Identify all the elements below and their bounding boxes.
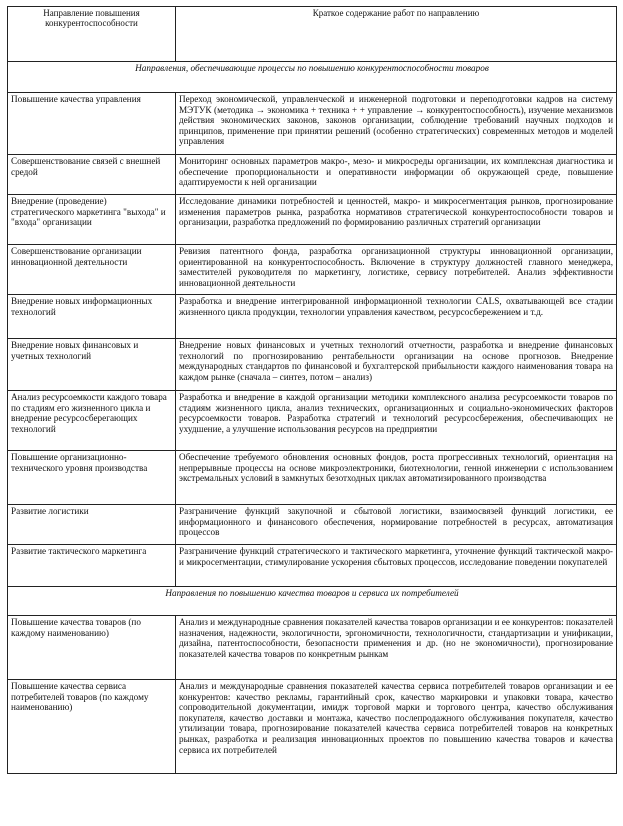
row-content: Разграничение функций закупочной и сбытовой логистики, взаимосвязей функций логистики, ее информационного и финансового обеспечения, нормирование потребностей в ресурсах, автоматизация процессов <box>176 505 617 545</box>
row-direction: Внедрение новых информационных технологий <box>8 295 176 339</box>
row-content: Переход экономической, управленческой и инженерной подготовки и переподготовки кадров на систему МЭТУК (методика → экономика + техника + + управление → конкурентоспособность), изучение механизмов действия экономических законов, законов организации, соблюдение требований научных подходов и принципов, применение при принятии решений (особенно стратегических) современных методов и моделей управления <box>176 93 617 155</box>
section-title: Направления по повышению качества товаров и сервиса их потребителей <box>8 587 617 616</box>
row-content: Анализ и международные сравнения показателей качества сервиса потребителей товаров организации и ее конкурентов: качество рекламы, гарантийный срок, качество маркировки и упаковки товара, качество сопроводительной документации, имидж торговой марки и торгового центра, качество обслуживания покупателя, качество доставки и монтажа, качество послепродажного обслуживания покупателя, качество утилизации товара, прогнозирование показателей качества сервиса потребителей товаров на конкретных рынках, разработка и реализация инновационных проектов по повышению качества товаров и качества сервиса их потребителей <box>176 680 617 774</box>
header-direction: Направление повышения конкурентоспособности <box>8 7 176 62</box>
table-row <box>8 545 617 587</box>
table-row <box>8 155 617 195</box>
row-direction: Внедрение (проведение) стратегического маркетинга "выхода" и "входа" организации <box>8 195 176 245</box>
table-row <box>8 295 617 339</box>
header-content: Краткое содержание работ по направлению <box>176 7 617 62</box>
table-row <box>8 680 617 774</box>
row-content: Внедрение новых финансовых и учетных технологий отчетности, разработка и внедрение финансовых технологий по прогнозированию рентабельности организации на основе прогнозов. Внедрение международных стандартов по финансовой и бухгалтерской прибыльности каждого наименования товара на каждом рынке (сначала – синтез, потом – анализ) <box>176 339 617 391</box>
row-content: Мониторинг основных параметров макро-, мезо- и микросреды организации, их комплексная диагностика и обеспечение пропорциональности и оперативности информации об окружающей среде, повышение адаптируемости к ней организации <box>176 155 617 195</box>
row-content: Анализ и международные сравнения показателей качества товаров организации и ее конкурентов: показателей назначения, надежности, экологичности, эргономичности, технологичности, стандартизации и унификации, дизайна, патентоспособности, безопасности применения и др. (но не экономичности), прогнозирование показателей качества товаров по конкретным рынкам <box>176 616 617 680</box>
competitiveness-table <box>7 6 617 774</box>
row-direction: Повышение организационно-технического уровня производства <box>8 451 176 505</box>
row-direction: Совершенствование организации инновационной деятельности <box>8 245 176 295</box>
row-direction: Развитие тактического маркетинга <box>8 545 176 587</box>
row-direction: Повышение качества управления <box>8 93 176 155</box>
row-content: Ревизия патентного фонда, разработка организационной структуры инновационной организации, ориентированной на конкурентоспособность. Включение в структуру должностей главного менеджера, заместителей руководителя по маркетингу, логистике, сервису потребителей. Анализ эффективности инновационной деятельности <box>176 245 617 295</box>
row-direction: Развитие логистики <box>8 505 176 545</box>
row-content: Обеспечение требуемого обновления основных фондов, роста прогрессивных технологий, ориентация на непрерывные процессы на основе микроэлектроники, биотехнологии, генной инженерии с использованием экстремальных условий в замкнутых безотходных циклах автоматизированного производства <box>176 451 617 505</box>
row-direction: Анализ ресурсоемкости каждого товара по стадиям его жизненного цикла и внедрение ресурсосберегающих технологий <box>8 391 176 451</box>
section-row <box>8 587 617 616</box>
table-row <box>8 451 617 505</box>
row-content: Разработка и внедрение в каждой организации методики комплексного анализа ресурсоемкости товаров по стадиям жизненного цикла, анализ технических, организационных и социально-экономических факторов ресурсоемкости товаров. Разработка стратегий и технологий ресурсосбережения, обеспечивающих не ухудшение, а улучшение использования ресурсов на предприятии <box>176 391 617 451</box>
section-title: Направления, обеспечивающие процессы по повышению конкурентоспособности товаров <box>8 62 617 93</box>
table-row <box>8 391 617 451</box>
row-direction: Внедрение новых финансовых и учетных технологий <box>8 339 176 391</box>
row-direction: Повышение качества сервиса потребителей товаров (по каждому наименованию) <box>8 680 176 774</box>
row-direction: Совершенствование связей с внешней средой <box>8 155 176 195</box>
table-row <box>8 93 617 155</box>
row-direction: Повышение качества товаров (по каждому наименованию) <box>8 616 176 680</box>
table-row <box>8 616 617 680</box>
section-row <box>8 62 617 93</box>
row-content: Разграничение функций стратегического и тактического маркетинга, уточнение функций тактической макро- и микросегментации, стимулирование ускорения сбытовых процессов, исследование поведении покупателей <box>176 545 617 587</box>
row-content: Разработка и внедрение интегрированной информационной технологии CALS, охватывающей все стадии жизненного цикла продукции, технологии управления качеством, ресурсосбережением и т.д. <box>176 295 617 339</box>
table-row <box>8 195 617 245</box>
table-header-row <box>8 7 617 62</box>
table-row <box>8 245 617 295</box>
table-row <box>8 505 617 545</box>
document-page <box>7 6 616 774</box>
table-row <box>8 339 617 391</box>
row-content: Исследование динамики потребностей и ценностей, макро- и микросегментация рынков, прогнозирование изменения параметров рынка, разработка нормативов стратегической конкурентоспособности товаров и организации, разработка предложений по формированию различных стратегий организации <box>176 195 617 245</box>
